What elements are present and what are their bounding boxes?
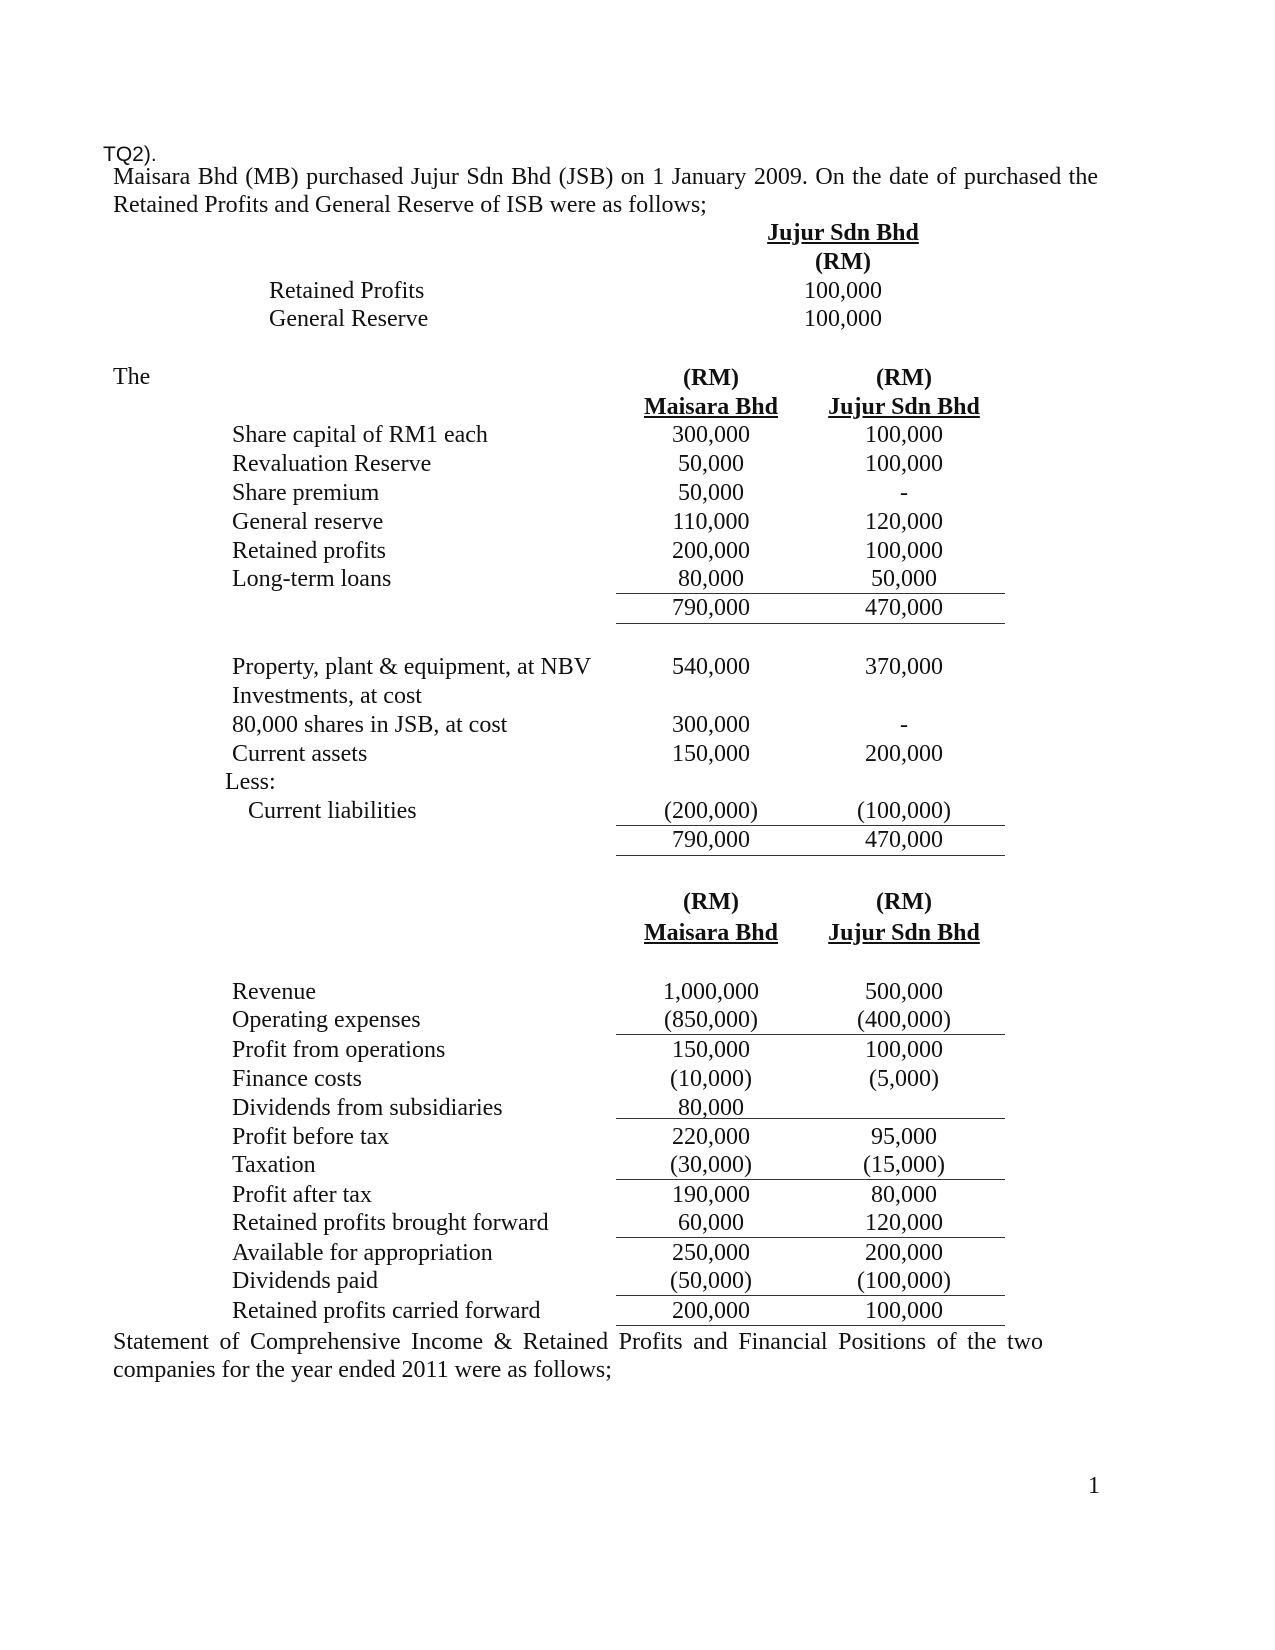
fp-equity-label: Share premium xyxy=(232,480,380,506)
ci-row-mb: 80,000 xyxy=(678,1095,744,1121)
ci-row-mb: (850,000) xyxy=(664,1007,758,1033)
fp-equity-total-mb: 790,000 xyxy=(672,595,750,621)
fp-equity-jsb: - xyxy=(900,480,908,506)
ci-row-jsb: 100,000 xyxy=(865,1298,943,1324)
ci-row-label: Profit after tax xyxy=(232,1182,372,1208)
ci-row-label: Dividends from subsidiaries xyxy=(232,1095,503,1121)
ci-row-label: Profit from operations xyxy=(232,1037,446,1063)
ci-row-jsb: (15,000) xyxy=(863,1152,945,1178)
fp-equity-jsb: 100,000 xyxy=(865,422,943,448)
ci-jsb-header: Jujur Sdn Bhd xyxy=(828,920,980,946)
fp-equity-mb: 300,000 xyxy=(672,422,750,448)
ci-row-mb: 200,000 xyxy=(672,1298,750,1324)
closing-line-1: Statement of Comprehensive Income & Retained Profits and Financial Positions of the two xyxy=(113,1329,1043,1355)
fp-equity-mb: 50,000 xyxy=(678,451,744,477)
ci-row-mb: (30,000) xyxy=(670,1152,752,1178)
fp-asset-jsb: (100,000) xyxy=(857,798,951,824)
fp-equity-label: General reserve xyxy=(232,509,384,535)
acq-row-value: 100,000 xyxy=(804,306,882,332)
fp-asset-label: Property, plant & equipment, at NBV xyxy=(232,654,592,680)
fp-jsb-header: Jujur Sdn Bhd xyxy=(828,394,980,420)
ci-row-label: Retained profits carried forward xyxy=(232,1298,541,1324)
fp-equity-jsb: 100,000 xyxy=(865,451,943,477)
ci-row-mb: 250,000 xyxy=(672,1240,750,1266)
fp-asset-label: Investments, at cost xyxy=(232,683,422,709)
fp-asset-mb: (200,000) xyxy=(664,798,758,824)
fp-mb-header: Maisara Bhd xyxy=(643,394,778,420)
fp-equity-mb: 200,000 xyxy=(672,538,750,564)
intro-line-2: Retained Profits and General Reserve of ISB were as follows; xyxy=(113,192,707,218)
fp-equity-total-jsb: 470,000 xyxy=(865,595,943,621)
page-number: 1 xyxy=(1088,1473,1100,1499)
ci-row-label: Dividends paid xyxy=(232,1268,378,1294)
ci-row-mb: (10,000) xyxy=(670,1066,752,1092)
ci-row-jsb: 80,000 xyxy=(871,1182,937,1208)
ci-row-jsb: 100,000 xyxy=(865,1037,943,1063)
ci-row-label: Taxation xyxy=(232,1152,316,1178)
question-heading: TQ2). xyxy=(103,143,157,166)
fp-asset-mb: 150,000 xyxy=(672,741,750,767)
fp-equity-label: Revaluation Reserve xyxy=(232,451,432,477)
fp-equity-jsb: 120,000 xyxy=(865,509,943,535)
the-word: The xyxy=(113,364,151,390)
fp-assets-total-mb: 790,000 xyxy=(672,827,750,853)
fp-assets-total-jsb: 470,000 xyxy=(865,827,943,853)
fp-asset-jsb: 200,000 xyxy=(865,741,943,767)
fp-asset-label: Less: xyxy=(225,769,276,795)
acq-row-value: 100,000 xyxy=(804,278,882,304)
ci-row-label: Finance costs xyxy=(232,1066,362,1092)
ci-row-jsb: 200,000 xyxy=(865,1240,943,1266)
ci-row-label: Profit before tax xyxy=(232,1124,390,1150)
ci-row-mb: 60,000 xyxy=(678,1210,744,1236)
ci-row-label: Operating expenses xyxy=(232,1007,421,1033)
ci-final-rule xyxy=(616,1325,1005,1326)
intro-line-1: Maisara Bhd (MB) purchased Jujur Sdn Bhd (JSB) on 1 January 2009. On the date of purchased the xyxy=(113,164,1098,190)
fp-asset-label: Current liabilities xyxy=(248,798,417,824)
ci-row-mb: (50,000) xyxy=(670,1268,752,1294)
acq-unit-header: (RM) xyxy=(815,249,871,275)
fp-asset-label: Current assets xyxy=(232,741,368,767)
fp-equity-jsb: 100,000 xyxy=(865,538,943,564)
ci-row-jsb: (400,000) xyxy=(857,1007,951,1033)
acq-row-label: General Reserve xyxy=(269,306,429,332)
ci-row-label: Retained profits brought forward xyxy=(232,1210,549,1236)
ci-row-jsb: 95,000 xyxy=(871,1124,937,1150)
ci-row-jsb: 500,000 xyxy=(865,979,943,1005)
fp-asset-jsb: - xyxy=(900,712,908,738)
ci-row-jsb: (100,000) xyxy=(857,1268,951,1294)
ci-row-mb: 220,000 xyxy=(672,1124,750,1150)
fp-asset-jsb: 370,000 xyxy=(865,654,943,680)
ci-row-mb: 1,000,000 xyxy=(663,979,759,1005)
fp-equity-label: Long-term loans xyxy=(232,566,392,592)
ci-row-label: Revenue xyxy=(232,979,316,1005)
fp-equity-mb: 80,000 xyxy=(678,566,744,592)
ci-row-mb: 150,000 xyxy=(672,1037,750,1063)
fp-equity-mb: 110,000 xyxy=(672,509,750,535)
ci-row-label: Available for appropriation xyxy=(232,1240,493,1266)
fp-equity-label: Share capital of RM1 each xyxy=(232,422,488,448)
fp-assets-total-rule xyxy=(616,855,1005,856)
ci-row-jsb: 120,000 xyxy=(865,1210,943,1236)
fp-asset-mb: 300,000 xyxy=(672,712,750,738)
fp-asset-mb: 540,000 xyxy=(672,654,750,680)
acq-row-label: Retained Profits xyxy=(269,278,425,304)
fp-equity-total-rule xyxy=(616,623,1005,624)
fp-asset-label: 80,000 shares in JSB, at cost xyxy=(232,712,508,738)
fp-equity-mb: 50,000 xyxy=(678,480,744,506)
fp-mb-unit: (RM) xyxy=(683,365,739,391)
ci-row-jsb: (5,000) xyxy=(869,1066,939,1092)
ci-mb-unit: (RM) xyxy=(683,889,739,915)
ci-rule xyxy=(616,1118,1005,1119)
fp-jsb-unit: (RM) xyxy=(876,365,932,391)
acq-company-header: Jujur Sdn Bhd xyxy=(767,220,919,246)
ci-row-mb: 190,000 xyxy=(672,1182,750,1208)
fp-equity-jsb: 50,000 xyxy=(871,566,937,592)
ci-jsb-unit: (RM) xyxy=(876,889,932,915)
closing-line-2: companies for the year ended 2011 were as follows; xyxy=(113,1357,612,1383)
ci-mb-header: Maisara Bhd xyxy=(643,920,778,946)
fp-equity-label: Retained profits xyxy=(232,538,386,564)
